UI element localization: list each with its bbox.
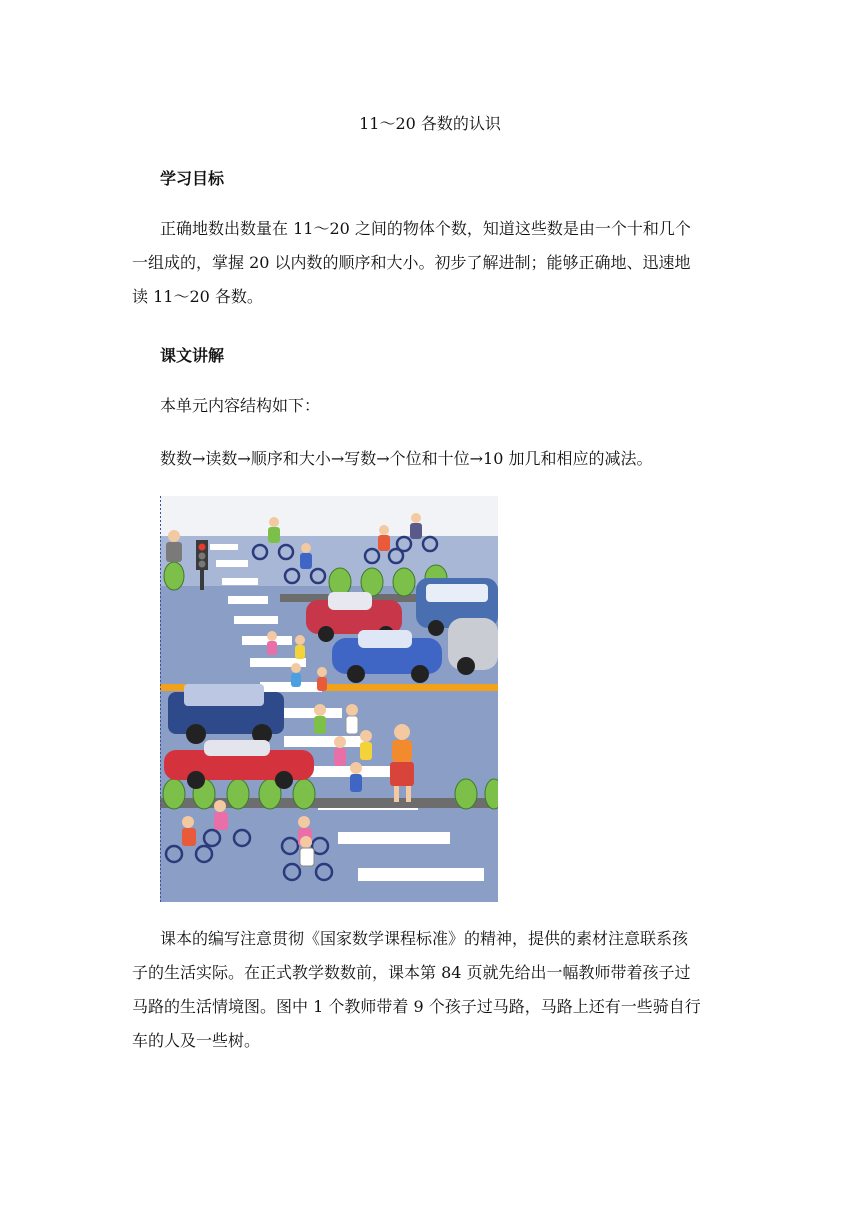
page-title: 11～20 各数的认识 [359, 114, 501, 133]
paragraph-line: 正确地数出数量在 11～20 之间的物体个数，知道这些数是由一个十和几个 [160, 219, 691, 238]
section-heading-objectives: 学习目标 [160, 169, 225, 188]
paragraph-line: 本单元内容结构如下： [160, 396, 321, 415]
structure-intro [132, 389, 732, 423]
paragraph-line: 马路的生活情境图。图中 1 个教师带着 9 个孩子过马路，马路上还有一些骑自行 [132, 997, 701, 1016]
paragraph-line: 读 11～20 各数。 [132, 287, 263, 306]
street-crossing-illustration [160, 496, 498, 902]
section-heading-lesson: 课文讲解 [160, 346, 225, 365]
paragraph-line: 子的生活实际。在正式教学数数前，课本第 84 页就先给出一幅教师带着孩子过 [132, 963, 691, 982]
paragraph-line: 课本的编写注意贯彻《国家数学课程标准》的精神，提供的素材注意联系孩 [160, 929, 689, 948]
paragraph-line: 一组成的，掌握 20 以内数的顺序和大小。初步了解进制；能够正确地、迅速地 [132, 253, 691, 272]
structure-line [132, 442, 732, 476]
objectives-paragraph [132, 212, 732, 314]
paragraph-line: 数数→读数→顺序和大小→写数→个位和十位→10 加几和相应的减法。 [160, 449, 653, 468]
lesson-paragraph [132, 922, 732, 1058]
paragraph-line: 车的人及一些树。 [132, 1031, 261, 1050]
